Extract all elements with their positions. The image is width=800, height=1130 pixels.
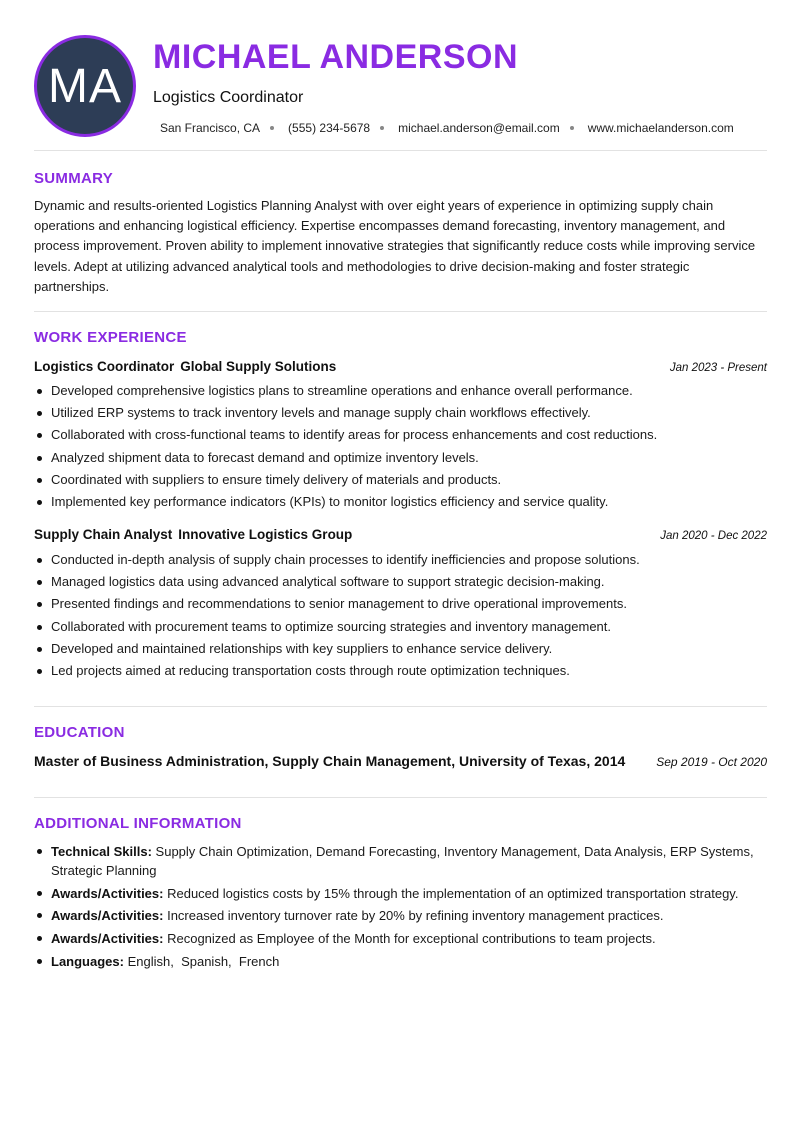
list-item: Coordinated with suppliers to ensure timely delivery of materials and products. — [34, 469, 767, 491]
contact-email[interactable]: michael.anderson@email.com — [398, 121, 560, 135]
avatar — [34, 35, 136, 137]
item-text: English, Spanish, French — [127, 953, 280, 969]
list-item — [34, 906, 767, 925]
item-label: Awards/Activities: — [51, 885, 164, 901]
list-item: Managed logistics data using advanced analytical software to support strategic decision-making. — [34, 571, 767, 593]
job-bullets — [34, 549, 767, 682]
list-item — [34, 842, 767, 880]
separator-dot — [570, 126, 574, 130]
job-dates: Jan 2023 - Present — [669, 362, 767, 374]
education-dates: Sep 2019 - Oct 2020 — [656, 755, 767, 769]
job-company: Global Supply Solutions — [180, 359, 337, 374]
separator-dot — [380, 126, 384, 130]
list-item: Led projects aimed at reducing transportation costs through route optimization techniques. — [34, 660, 767, 682]
job-header — [34, 358, 767, 376]
list-item: Utilized ERP systems to track inventory levels and manage supply chain workflows effectively. — [34, 402, 767, 424]
item-label: Awards/Activities: — [51, 908, 164, 923]
job-title-line — [34, 358, 336, 376]
item-label: Languages: — [51, 953, 124, 969]
job-title-line — [34, 526, 352, 544]
education-entry — [34, 753, 767, 769]
section-heading-additional: ADDITIONAL INFORMATION — [34, 815, 242, 832]
divider — [34, 150, 767, 151]
education-degree: Master of Business Administration, Supply Chain Management, University of Texas, 2014 — [34, 753, 626, 769]
item-text: Recognized as Employee of the Month for exceptional contributions to team projects. — [167, 930, 656, 946]
avatar-initials: MA — [48, 59, 122, 113]
job-bullets — [34, 380, 767, 513]
additional-info-list — [34, 842, 767, 974]
contact-website[interactable]: www.michaelanderson.com — [587, 121, 734, 135]
job-dates: Jan 2020 - Dec 2022 — [660, 530, 767, 542]
job-role: Supply Chain Analyst — [34, 527, 173, 542]
list-item: Implemented key performance indicators (KPIs) to monitor logistics efficiency and service quality. — [34, 491, 767, 513]
divider — [34, 706, 767, 707]
list-item: Developed and maintained relationships with key suppliers to enhance service delivery. — [34, 638, 767, 660]
job-header — [34, 526, 767, 544]
job-title: Logistics Coordinator — [153, 89, 304, 106]
contact-phone: (555) 234-5678 — [288, 121, 371, 135]
section-heading-experience: WORK EXPERIENCE — [34, 329, 187, 346]
job-role: Logistics Coordinator — [34, 359, 175, 374]
list-item — [34, 952, 767, 971]
divider — [34, 797, 767, 798]
list-item — [34, 884, 767, 903]
item-text: Increased inventory turnover rate by 20% by refining inventory management practices. — [167, 908, 664, 923]
item-label: Awards/Activities: — [51, 930, 164, 946]
item-text: Reduced logistics costs by 15% through the implementation of an optimized transportation strategy. — [167, 885, 739, 901]
summary-paragraph: Dynamic and results-oriented Logistics Planning Analyst with over eight years of experience in optimizing supply chain operations and enhancing logistical efficiency. Expertise encompasses demand forecasting, inventory management, and process improvement. Proven ability to implement innovative strategies that significantly reduce costs while improving service levels. Adept at utilizing advanced analytical tools and methodologies to drive decision-making and foster strategic partnerships. — [34, 198, 756, 294]
separator-dot — [270, 126, 274, 130]
contact-bar — [160, 121, 734, 135]
list-item: Developed comprehensive logistics plans to streamline operations and enhance overall performance. — [34, 380, 767, 402]
list-item: Collaborated with procurement teams to optimize sourcing strategies and inventory management. — [34, 616, 767, 638]
candidate-name: MICHAEL ANDERSON — [153, 38, 519, 76]
section-heading-summary: SUMMARY — [34, 170, 114, 187]
list-item: Analyzed shipment data to forecast demand and optimize inventory levels. — [34, 447, 767, 469]
item-label: Technical Skills: — [51, 844, 152, 859]
divider — [34, 311, 767, 312]
list-item: Collaborated with cross-functional teams to identify areas for process enhancements and cost reductions. — [34, 424, 767, 446]
contact-location: San Francisco, CA — [160, 121, 261, 135]
item-text: Supply Chain Optimization, Demand Forecasting, Inventory Management, Data Analysis, ERP Systems, Strategic Planning — [51, 844, 754, 878]
job-company: Innovative Logistics Group — [178, 527, 353, 542]
list-item — [34, 929, 767, 948]
list-item: Conducted in-depth analysis of supply chain processes to identify inefficiencies and propose solutions. — [34, 549, 767, 571]
list-item: Presented findings and recommendations to senior management to drive operational improvements. — [34, 593, 767, 615]
section-heading-education: EDUCATION — [34, 724, 125, 741]
